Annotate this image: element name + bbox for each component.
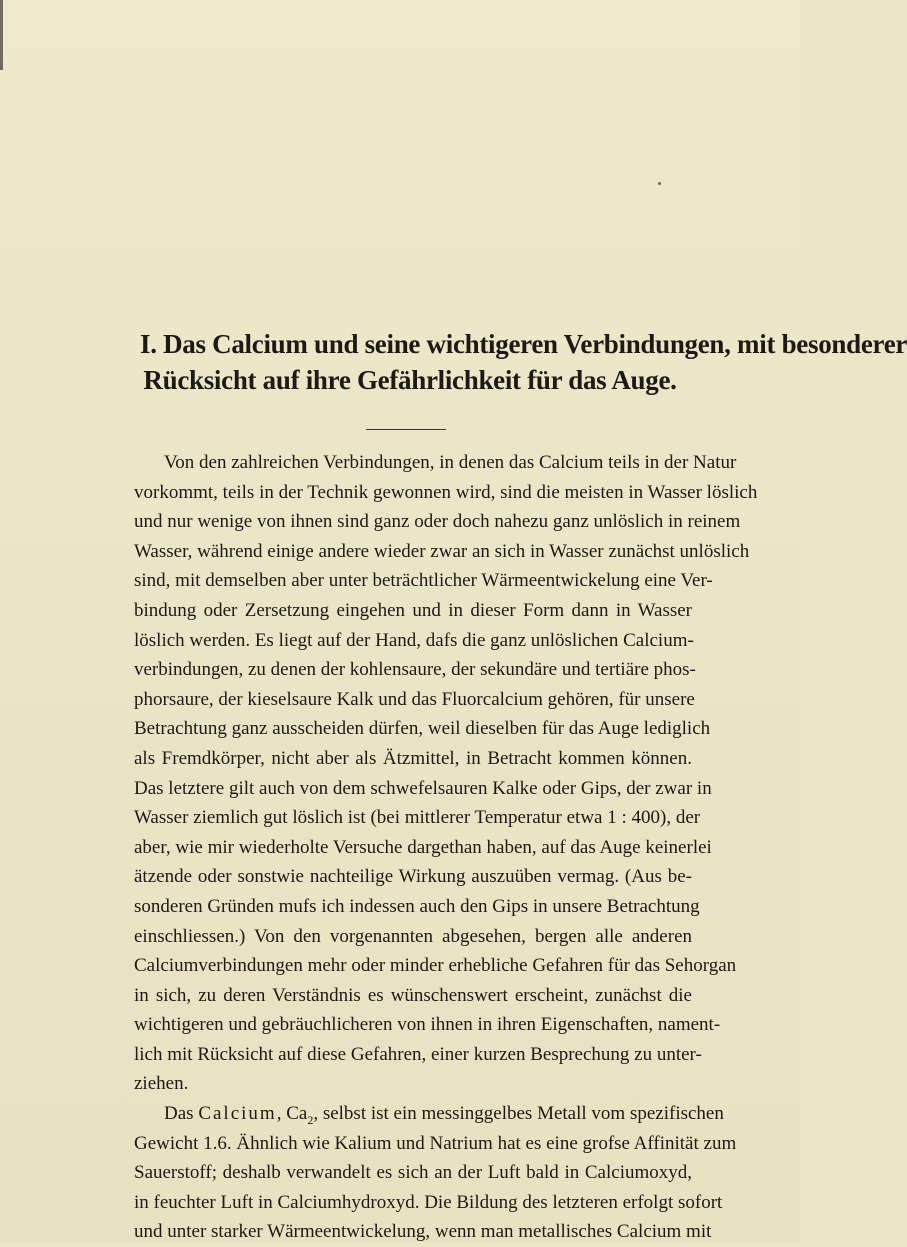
text-line: und nur wenige von ihnen sind ganz oder doch nahezu ganz unlöslich in reinem xyxy=(134,511,741,533)
text-line: bindung oder Zersetzung eingehen und in dieser Form dann in Wasser xyxy=(134,599,692,621)
chemical-symbol: Ca xyxy=(286,1103,308,1125)
text-line: phorsaure, der kieselsaure Kalk und das Fluorcalcium gehören, für unsere xyxy=(134,688,695,710)
term-calcium: Calcium xyxy=(198,1103,277,1125)
text-fragment: Das xyxy=(164,1103,199,1125)
heading-line-2: Rücksicht auf ihre Gefährlichkeit für das Auge. xyxy=(143,365,677,395)
text-line: Das letztere gilt auch von dem schwefelsauren Kalke oder Gips, der zwar in xyxy=(134,777,712,799)
text-line: verbindungen, zu denen der kohlensaure, der sekundäre und tertiäre phos- xyxy=(134,659,696,681)
text-line: vorkommt, teils in der Technik gewonnen wird, sind die meisten in Wasser löslich xyxy=(134,481,758,503)
text-line: Calciumverbindungen mehr oder minder erhebliche Gefahren für das Sehorgan xyxy=(134,955,737,977)
text-line: und unter starker Wärmeentwickelung, wenn man metallisches Calcium mit xyxy=(134,1221,712,1243)
text-line: Gewicht 1.6. Ähnlich wie Kalium und Natrium hat es eine grofse Affinität zum xyxy=(134,1132,737,1154)
text-line: in feuchter Luft in Calciumhydroxyd. Die Bildung des letzteren erfolgt sofort xyxy=(134,1191,723,1213)
print-speck xyxy=(658,182,661,185)
text-line: einschliessen.) Von den vorgenannten abgesehen, bergen alle anderen xyxy=(134,925,692,947)
text-line: Wasser, während einige andere wieder zwar an sich in Wasser zunächst unlöslich xyxy=(134,540,750,562)
text-line: ätzende oder sonstwie nachteilige Wirkung auszuüben vermag. (Aus be- xyxy=(134,866,692,888)
heading-line-1: I. Das Calcium und seine wichtigeren Verbindungen, mit besonderer xyxy=(140,329,907,359)
text-line: als Fremdkörper, nicht aber als Ätzmittel, in Betracht kommen können. xyxy=(134,747,692,769)
text-line: in sich, zu deren Verständnis es wünschenswert erscheint, zunächst die xyxy=(134,984,692,1006)
text-line: lich mit Rücksicht auf diese Gefahren, einer kurzen Besprechung zu unter- xyxy=(134,1043,702,1065)
text-line: Wasser ziemlich gut löslich ist (bei mittlerer Temperatur etwa 1 : 400), der xyxy=(134,807,701,829)
page-edge-mark xyxy=(0,0,3,70)
chapter-heading xyxy=(140,326,907,398)
body-text xyxy=(134,448,758,1247)
text-line: aber, wie mir wiederholte Versuche dargethan haben, auf das Auge keinerlei xyxy=(134,836,712,858)
text-line: wichtigeren und gebräuchlicheren von ihnen in ihren Eigenschaften, nament- xyxy=(134,1014,721,1036)
text-line: Von den zahlreichen Verbindungen, in denen das Calcium teils in der Natur xyxy=(164,452,737,473)
text-line: löslich werden. Es liegt auf der Hand, dafs die ganz unlöslichen Calcium- xyxy=(134,629,694,651)
text-line: Betrachtung ganz ausscheiden dürfen, weil dieselben für das Auge lediglich xyxy=(134,718,711,740)
text-line: ziehen. xyxy=(134,1073,189,1095)
text-fragment: , selbst ist ein messinggelbes Metall vom spezifischen xyxy=(313,1103,724,1125)
chemical-subscript: 2 xyxy=(307,1112,314,1127)
heading-divider xyxy=(366,429,446,430)
text-line: sonderen Gründen mufs ich indessen auch den Gips in unsere Betrachtung xyxy=(134,895,700,917)
text-line: Sauerstoff; deshalb verwandelt es sich an der Luft bald in Calciumoxyd, xyxy=(134,1162,692,1184)
text-fragment: , xyxy=(276,1103,287,1125)
text-line-calcium xyxy=(134,1099,724,1129)
text-line: sind, mit demselben aber unter beträchtlicher Wärmeentwickelung eine Ver- xyxy=(134,570,713,592)
